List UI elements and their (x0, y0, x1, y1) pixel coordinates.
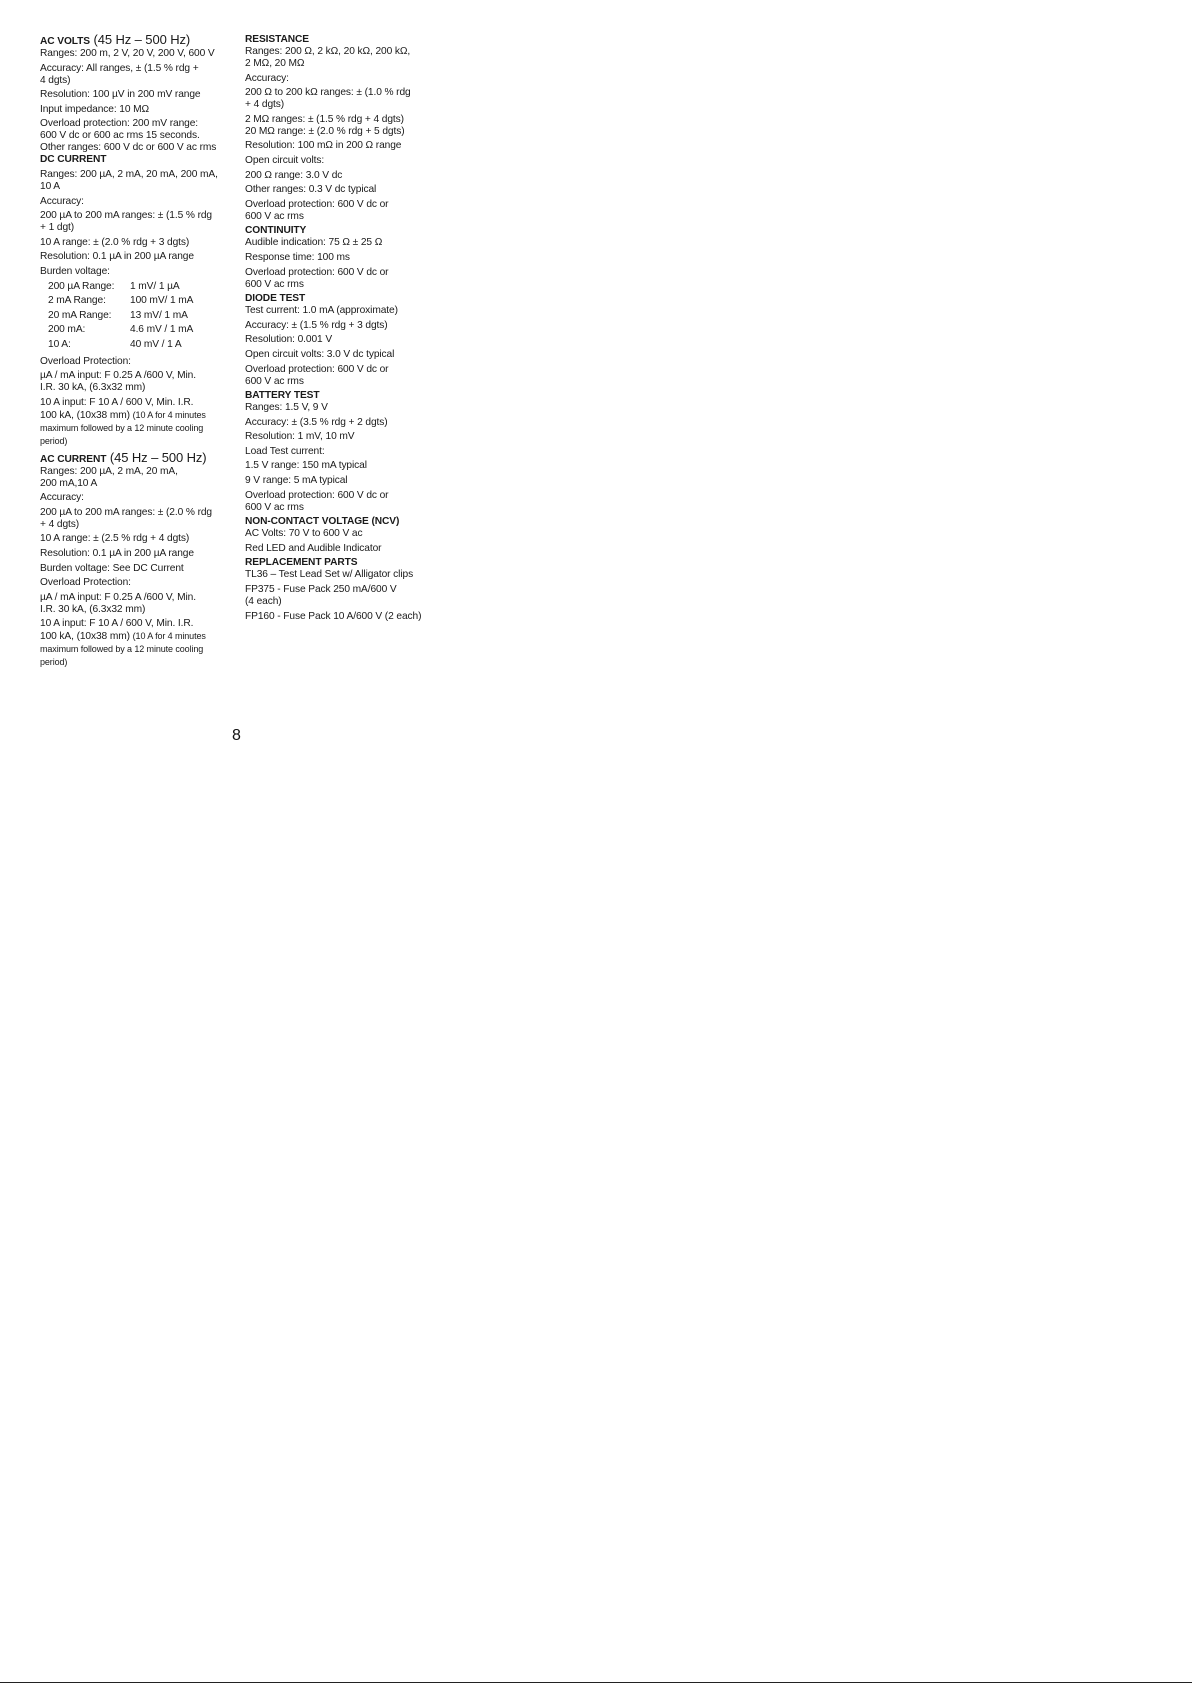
spec-line: Red LED and Audible Indicator (245, 542, 382, 554)
table-row (48, 324, 193, 339)
fuse-spec-text: 10 A input: F 10 A / 600 V, Min. I.R. 100 kA, (10x38 mm) (40, 396, 194, 421)
spec-line: Resolution: 0.1 µA in 200 µA range (40, 548, 194, 560)
spec-line: TL36 – Test Lead Set w/ Alligator clips (245, 569, 414, 581)
burden-range: 10 A: (48, 338, 71, 350)
spec-line: Response time: 100 ms (245, 251, 350, 263)
spec-line: Burden voltage: (40, 265, 110, 277)
spec-line: FP160 - Fuse Pack 10 A/600 V (2 each) (245, 610, 422, 622)
ncv-section (245, 516, 435, 555)
fuse-spec-text: 10 A input: F 10 A / 600 V, Min. I.R. 100 kA, (10x38 mm) (40, 618, 194, 643)
fuse-spec-line (40, 618, 232, 669)
dc-current-section (40, 154, 232, 447)
replacement-parts-heading: REPLACEMENT PARTS (245, 557, 358, 569)
continuity-heading: CONTINUITY (245, 225, 307, 237)
ncv-heading: NON-CONTACT VOLTAGE (NCV) (245, 516, 400, 528)
resistance-heading: RESISTANCE (245, 34, 309, 45)
spec-line: Accuracy: (245, 72, 289, 84)
resistance-section (245, 34, 435, 223)
spec-line: Test current: 1.0 mA (approximate) (245, 305, 398, 317)
spec-line: Open circuit volts: 3.0 V dc typical (245, 348, 395, 360)
burden-value: 4.6 mV / 1 mA (130, 324, 194, 336)
spec-line: Overload protection: 200 mV range: 600 V dc or 600 ac rms 15 seconds. Other ranges: 600 V dc or 600 V ac rms (40, 118, 217, 154)
spec-line: Open circuit volts: (245, 154, 325, 166)
spec-line: 9 V range: 5 mA typical (245, 475, 348, 487)
spec-line: AC Volts: 70 V to 600 V ac (245, 528, 363, 540)
spec-line: Accuracy: (40, 492, 84, 504)
spec-line: 200 Ω to 200 kΩ ranges: ± (1.0 % rdg + 4 dgts) (245, 87, 411, 111)
ac-volts-frequency: (45 Hz – 500 Hz) (89, 32, 191, 47)
burden-value: 40 mV / 1 A (130, 338, 182, 350)
ac-current-section (40, 449, 232, 670)
burden-value: 100 mV/ 1 mA (130, 295, 194, 307)
spec-column-left (40, 34, 232, 672)
spec-line: Ranges: 200 m, 2 V, 20 V, 200 V, 600 V (40, 48, 215, 59)
battery-test-heading: BATTERY TEST (245, 390, 320, 402)
spec-line: Ranges: 1.5 V, 9 V (245, 402, 328, 414)
spec-line: µA / mA input: F 0.25 A /600 V, Min. I.R. 30 kA, (6.3x32 mm) (40, 370, 196, 394)
burden-range: 200 mA: (48, 324, 86, 336)
spec-line: Overload protection: 600 V dc or 600 V ac rms (245, 489, 389, 513)
burden-range: 20 mA Range: (48, 309, 112, 321)
continuity-section (245, 225, 435, 290)
spec-line: Overload protection: 600 V dc or 600 V ac rms (245, 198, 389, 222)
burden-value: 1 mV/ 1 µA (130, 280, 180, 292)
spec-line: Accuracy: ± (1.5 % rdg + 3 dgts) (245, 319, 388, 331)
page-number: 8 (232, 727, 241, 744)
spec-column-right (245, 34, 435, 625)
spec-line: Overload Protection: (40, 577, 131, 589)
spec-line: Resolution: 100 µV in 200 mV range (40, 89, 201, 101)
spec-line: 200 µA to 200 mA ranges: ± (2.0 % rdg + 4 dgts) (40, 506, 212, 530)
spec-line: Ranges: 200 µA, 2 mA, 20 mA, 200 mA, 10 A (40, 168, 218, 192)
burden-voltage-table (48, 281, 193, 354)
page-bottom-rule (0, 1682, 1192, 1683)
spec-line: 10 A range: ± (2.5 % rdg + 4 dgts) (40, 533, 190, 545)
spec-line: Accuracy: All ranges, ± (1.5 % rdg + 4 dgts) (40, 62, 199, 86)
spec-line: 200 µA to 200 mA ranges: ± (1.5 % rdg + 1 dgt) (40, 210, 212, 234)
battery-test-section (245, 390, 435, 514)
replacement-parts-section (245, 557, 435, 622)
burden-value: 13 mV/ 1 mA (130, 309, 188, 321)
ac-volts-heading (40, 34, 232, 48)
spec-line: Accuracy: (40, 195, 84, 207)
table-row (48, 295, 193, 310)
spec-line: Overload protection: 600 V dc or 600 V ac rms (245, 363, 389, 387)
spec-line: 1.5 V range: 150 mA typical (245, 460, 367, 472)
spec-line: FP375 - Fuse Pack 250 mA/600 V (4 each) (245, 584, 397, 608)
spec-line: Ranges: 200 Ω, 2 kΩ, 20 kΩ, 200 kΩ, 2 MΩ, 20 MΩ (245, 46, 411, 69)
ac-current-frequency: (45 Hz – 500 Hz) (106, 449, 207, 465)
ac-current-title: AC CURRENT (40, 453, 107, 465)
spec-line: Burden voltage: See DC Current (40, 562, 184, 574)
ac-current-heading (40, 449, 232, 466)
diode-test-heading: DIODE TEST (245, 293, 306, 305)
spec-line: Resolution: 100 mΩ in 200 Ω range (245, 140, 402, 152)
fuse-spec-note: (10 A for 4 minutes maximum followed by a 12 minute cooling period) (40, 631, 206, 668)
ac-volts-title: AC VOLTS (40, 36, 90, 47)
spec-line: Overload Protection: (40, 355, 131, 367)
table-row (48, 281, 193, 296)
ac-volts-section (40, 34, 232, 154)
spec-line: Resolution: 0.1 µA in 200 µA range (40, 251, 194, 263)
spec-line: Other ranges: 0.3 V dc typical (245, 184, 377, 196)
spec-line: Resolution: 1 mV, 10 mV (245, 431, 355, 443)
spec-line: Accuracy: ± (3.5 % rdg + 2 dgts) (245, 416, 388, 428)
table-row (48, 339, 193, 354)
spec-line: Audible indication: 75 Ω ± 25 Ω (245, 237, 383, 249)
diode-test-section (245, 293, 435, 387)
fuse-spec-line (40, 397, 232, 448)
burden-range: 200 µA Range: (48, 280, 115, 292)
spec-line: µA / mA input: F 0.25 A /600 V, Min. I.R. 30 kA, (6.3x32 mm) (40, 591, 196, 615)
spec-line: 2 MΩ ranges: ± (1.5 % rdg + 4 dgts) 20 MΩ range: ± (2.0 % rdg + 5 dgts) (245, 113, 405, 137)
spec-line: 10 A range: ± (2.0 % rdg + 3 dgts) (40, 236, 190, 248)
spec-line: Ranges: 200 µA, 2 mA, 20 mA, 200 mA,10 A (40, 465, 178, 489)
table-row (48, 310, 193, 325)
burden-range: 2 mA Range: (48, 295, 106, 307)
spec-line: Load Test current: (245, 445, 325, 457)
fuse-spec-note: (10 A for 4 minutes maximum followed by a 12 minute cooling period) (40, 409, 206, 446)
dc-current-heading: DC CURRENT (40, 154, 107, 166)
spec-line: Resolution: 0.001 V (245, 334, 333, 346)
spec-line: Input impedance: 10 MΩ (40, 103, 150, 115)
spec-line: 200 Ω range: 3.0 V dc (245, 169, 343, 181)
spec-line: Overload protection: 600 V dc or 600 V ac rms (245, 266, 389, 290)
